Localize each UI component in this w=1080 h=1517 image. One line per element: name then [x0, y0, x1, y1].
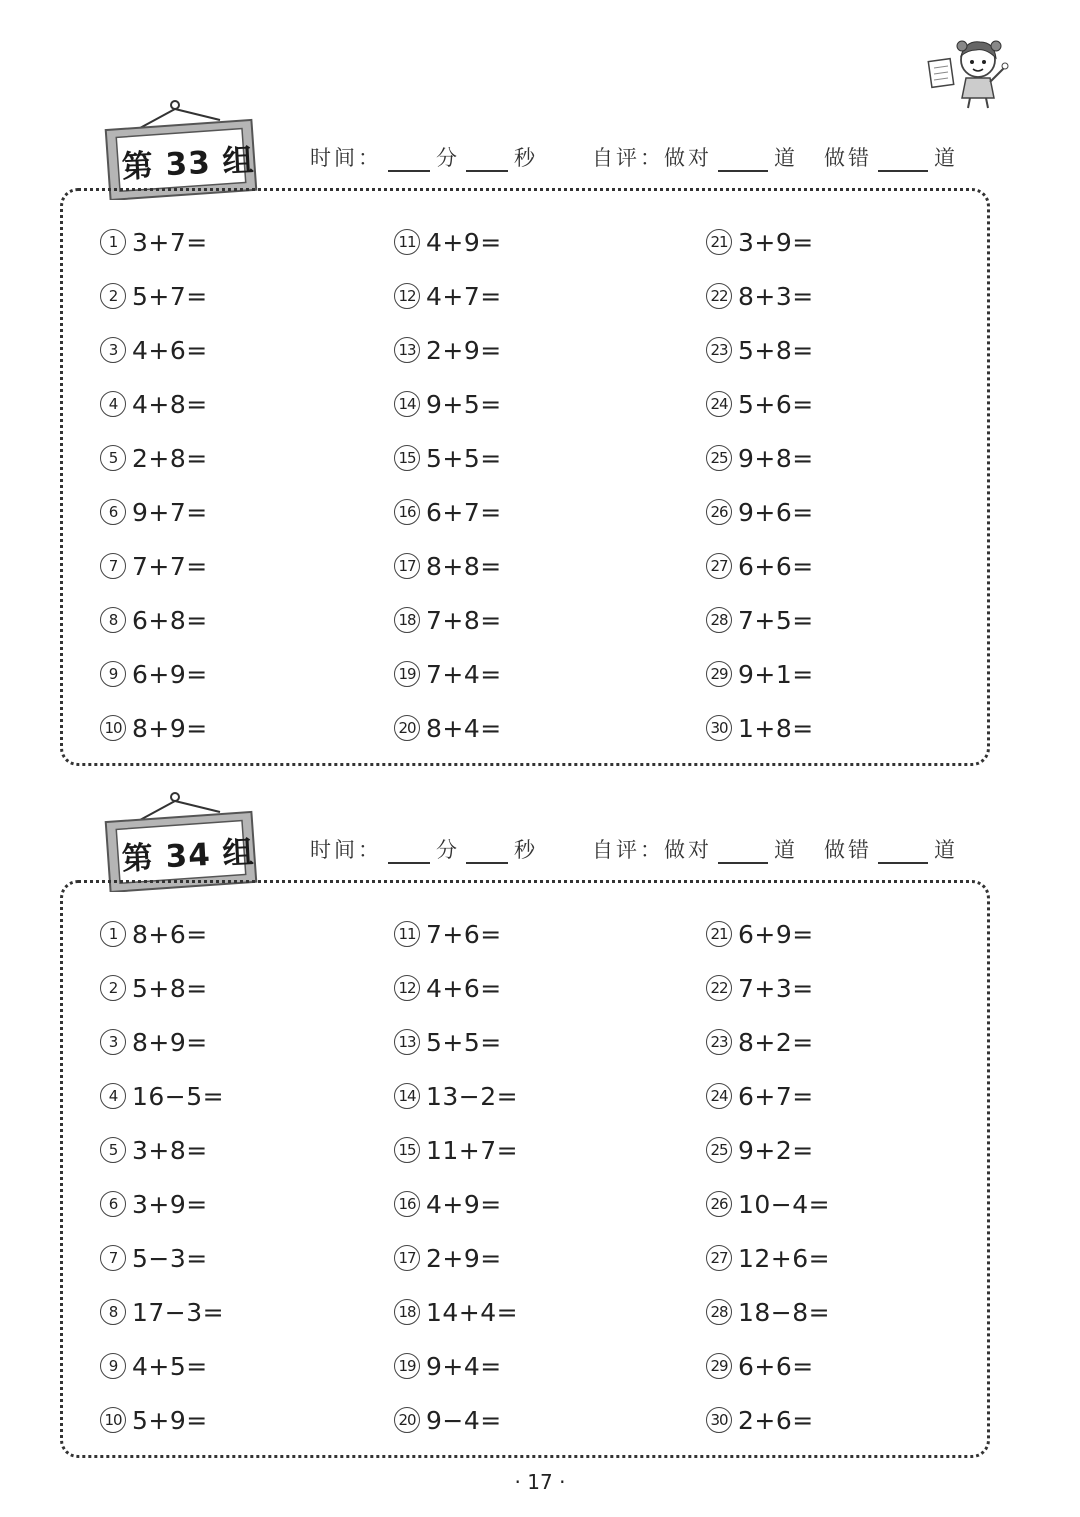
- problem-item[interactable]: [394, 440, 706, 476]
- problem-equation: 8+9=: [132, 713, 208, 743]
- problem-number: 7: [100, 1245, 126, 1271]
- problem-equation: 2+9=: [426, 1243, 502, 1273]
- problem-equation: 5+8=: [738, 335, 814, 365]
- problem-equation: 4+9=: [426, 1189, 502, 1219]
- wrong-unit-label: 道: [934, 146, 958, 170]
- problem-equation: 5+5=: [426, 443, 502, 473]
- problem-item[interactable]: [706, 440, 926, 476]
- problem-item[interactable]: [100, 386, 394, 422]
- problem-item[interactable]: [394, 1240, 706, 1276]
- seconds-blank[interactable]: [466, 148, 508, 172]
- problem-number: 17: [394, 1245, 420, 1271]
- problem-equation: 2+8=: [132, 443, 208, 473]
- problem-equation: 5+8=: [132, 973, 208, 1003]
- problem-number: 2: [100, 975, 126, 1001]
- problem-number: 27: [706, 553, 732, 579]
- problem-number: 21: [706, 921, 732, 947]
- problem-item[interactable]: [706, 1240, 926, 1276]
- problem-number: 3: [100, 337, 126, 363]
- problem-item[interactable]: [394, 278, 706, 314]
- problem-equation: 6+9=: [738, 919, 814, 949]
- problem-equation: 12+6=: [738, 1243, 831, 1273]
- problem-item[interactable]: [100, 1240, 394, 1276]
- problem-number: 10: [100, 715, 126, 741]
- problem-item[interactable]: [394, 710, 706, 746]
- problem-item[interactable]: [100, 602, 394, 638]
- problem-number: 16: [394, 499, 420, 525]
- problem-number: 17: [394, 553, 420, 579]
- problem-equation: 4+7=: [426, 281, 502, 311]
- problem-number: 16: [394, 1191, 420, 1217]
- problem-number: 12: [394, 975, 420, 1001]
- wrong-unit-label: 道: [934, 838, 958, 862]
- hanging-sign: [100, 100, 270, 200]
- problem-number: 22: [706, 975, 732, 1001]
- group-title: 第 33 组: [120, 142, 256, 186]
- problem-equation: 8+3=: [738, 281, 814, 311]
- problem-item[interactable]: [394, 332, 706, 368]
- problem-number: 4: [100, 1083, 126, 1109]
- problem-item[interactable]: [706, 1348, 926, 1384]
- wrong-label: 做错: [824, 146, 872, 170]
- problem-number: 10: [100, 1407, 126, 1433]
- problem-equation: 6+6=: [738, 1351, 814, 1381]
- problem-number: 25: [706, 1137, 732, 1163]
- problem-equation: 6+7=: [426, 497, 502, 527]
- problem-equation: 5+6=: [738, 389, 814, 419]
- correct-count-blank[interactable]: [718, 148, 768, 172]
- problem-number: 12: [394, 283, 420, 309]
- problem-number: 8: [100, 607, 126, 633]
- problem-equation: 4+6=: [132, 335, 208, 365]
- problem-equation: 1+8=: [738, 713, 814, 743]
- problem-equation: 7+5=: [738, 605, 814, 635]
- self-eval-label: 自评：做对: [592, 838, 712, 862]
- problem-equation: 14+4=: [426, 1297, 519, 1327]
- problem-grid: [100, 224, 926, 764]
- problem-number: 5: [100, 1137, 126, 1163]
- problem-number: 13: [394, 337, 420, 363]
- problem-item[interactable]: [394, 1186, 706, 1222]
- problem-equation: 9+2=: [738, 1135, 814, 1165]
- score-header: [310, 142, 1010, 172]
- problem-equation: 2+6=: [738, 1405, 814, 1435]
- correct-unit-label: 道: [774, 838, 798, 862]
- problem-equation: 5+5=: [426, 1027, 502, 1057]
- problem-equation: 8+2=: [738, 1027, 814, 1057]
- problem-equation: 5−3=: [132, 1243, 208, 1273]
- problem-number: 4: [100, 391, 126, 417]
- problem-number: 24: [706, 391, 732, 417]
- problem-equation: 8+9=: [132, 1027, 208, 1057]
- minutes-label: 分: [436, 838, 460, 862]
- problem-number: 19: [394, 1353, 420, 1379]
- problem-item[interactable]: [100, 1024, 394, 1060]
- problem-number: 26: [706, 499, 732, 525]
- problem-equation: 10−4=: [738, 1189, 831, 1219]
- seconds-blank[interactable]: [466, 840, 508, 864]
- problem-item[interactable]: [100, 1294, 394, 1330]
- problem-number: 14: [394, 391, 420, 417]
- problem-equation: 9+7=: [132, 497, 208, 527]
- minutes-label: 分: [436, 146, 460, 170]
- problem-number: 9: [100, 661, 126, 687]
- problem-number: 6: [100, 499, 126, 525]
- problem-item[interactable]: [706, 916, 926, 952]
- problem-number: 15: [394, 1137, 420, 1163]
- problem-equation: 9+1=: [738, 659, 814, 689]
- problem-item[interactable]: [100, 278, 394, 314]
- problem-equation: 3+7=: [132, 227, 208, 257]
- problem-equation: 7+6=: [426, 919, 502, 949]
- problem-equation: 13−2=: [426, 1081, 519, 1111]
- group-title: 第 34 组: [120, 834, 256, 878]
- problem-equation: 9+5=: [426, 389, 502, 419]
- wrong-count-blank[interactable]: [878, 148, 928, 172]
- problem-item[interactable]: [100, 656, 394, 692]
- problem-equation: 8+6=: [132, 919, 208, 949]
- problem-number: 28: [706, 1299, 732, 1325]
- problem-equation: 18−8=: [738, 1297, 831, 1327]
- problem-equation: 11+7=: [426, 1135, 519, 1165]
- problem-number: 11: [394, 229, 420, 255]
- problem-item[interactable]: [706, 386, 926, 422]
- seconds-label: 秒: [514, 146, 538, 170]
- problem-equation: 9+8=: [738, 443, 814, 473]
- problem-number: 18: [394, 1299, 420, 1325]
- cartoon-girl-icon: [924, 34, 1014, 110]
- problem-number: 3: [100, 1029, 126, 1055]
- problem-equation: 7+3=: [738, 973, 814, 1003]
- problem-equation: 9−4=: [426, 1405, 502, 1435]
- problem-number: 2: [100, 283, 126, 309]
- problem-item[interactable]: [394, 494, 706, 530]
- problem-equation: 9+4=: [426, 1351, 502, 1381]
- problem-item[interactable]: [100, 710, 394, 746]
- problem-equation: 6+7=: [738, 1081, 814, 1111]
- problem-item[interactable]: [706, 278, 926, 314]
- minutes-blank[interactable]: [388, 840, 430, 864]
- problem-number: 27: [706, 1245, 732, 1271]
- problem-number: 29: [706, 661, 732, 687]
- problem-item[interactable]: [100, 224, 394, 260]
- problem-item[interactable]: [394, 1078, 706, 1114]
- problem-equation: 4+6=: [426, 973, 502, 1003]
- seconds-label: 秒: [514, 838, 538, 862]
- problem-number: 5: [100, 445, 126, 471]
- wrong-count-blank[interactable]: [878, 840, 928, 864]
- problem-equation: 6+6=: [738, 551, 814, 581]
- minutes-blank[interactable]: [388, 148, 430, 172]
- problem-number: 13: [394, 1029, 420, 1055]
- problem-item[interactable]: [394, 224, 706, 260]
- problem-equation: 4+8=: [132, 389, 208, 419]
- problem-equation: 7+4=: [426, 659, 502, 689]
- problem-item[interactable]: [100, 970, 394, 1006]
- problem-number: 8: [100, 1299, 126, 1325]
- problem-equation: 6+8=: [132, 605, 208, 635]
- problem-item[interactable]: [394, 1348, 706, 1384]
- problem-equation: 4+5=: [132, 1351, 208, 1381]
- problem-item[interactable]: [706, 1024, 926, 1060]
- problem-item[interactable]: [100, 916, 394, 952]
- problem-item[interactable]: [706, 1402, 926, 1438]
- problem-equation: 7+7=: [132, 551, 208, 581]
- problem-number: 18: [394, 607, 420, 633]
- problem-item[interactable]: [100, 1186, 394, 1222]
- problem-equation: 6+9=: [132, 659, 208, 689]
- problem-number: 23: [706, 337, 732, 363]
- problem-item[interactable]: [100, 1402, 394, 1438]
- problem-equation: 17−3=: [132, 1297, 225, 1327]
- problem-item[interactable]: [100, 1348, 394, 1384]
- problem-item[interactable]: [394, 548, 706, 584]
- problem-item[interactable]: [100, 1078, 394, 1114]
- problem-item[interactable]: [394, 916, 706, 952]
- problem-item[interactable]: [394, 1294, 706, 1330]
- problem-equation: 5+9=: [132, 1405, 208, 1435]
- score-header: [310, 834, 1010, 864]
- problem-number: 26: [706, 1191, 732, 1217]
- problem-number: 28: [706, 607, 732, 633]
- problem-number: 14: [394, 1083, 420, 1109]
- problem-equation: 3+9=: [738, 227, 814, 257]
- problem-equation: 7+8=: [426, 605, 502, 635]
- problem-equation: 2+9=: [426, 335, 502, 365]
- problem-item[interactable]: [706, 224, 926, 260]
- problem-number: 15: [394, 445, 420, 471]
- page-number: · 17 ·: [514, 1470, 566, 1494]
- problem-item[interactable]: [394, 1132, 706, 1168]
- problem-item[interactable]: [706, 494, 926, 530]
- correct-unit-label: 道: [774, 146, 798, 170]
- problem-item[interactable]: [706, 1186, 926, 1222]
- problem-equation: 8+8=: [426, 551, 502, 581]
- problem-item[interactable]: [706, 1078, 926, 1114]
- problem-item[interactable]: [100, 1132, 394, 1168]
- problem-item[interactable]: [706, 548, 926, 584]
- problem-item[interactable]: [706, 656, 926, 692]
- problem-number: 23: [706, 1029, 732, 1055]
- problem-number: 29: [706, 1353, 732, 1379]
- problem-item[interactable]: [394, 1402, 706, 1438]
- problem-number: 11: [394, 921, 420, 947]
- problem-item[interactable]: [100, 332, 394, 368]
- problem-item[interactable]: [394, 656, 706, 692]
- problem-number: 25: [706, 445, 732, 471]
- problem-equation: 5+7=: [132, 281, 208, 311]
- problem-number: 1: [100, 921, 126, 947]
- problem-item[interactable]: [100, 494, 394, 530]
- problem-item[interactable]: [706, 970, 926, 1006]
- problem-number: 22: [706, 283, 732, 309]
- problem-number: 20: [394, 1407, 420, 1433]
- time-label: 时间：: [310, 146, 382, 170]
- problem-item[interactable]: [394, 970, 706, 1006]
- problem-item[interactable]: [394, 1024, 706, 1060]
- problem-item[interactable]: [706, 332, 926, 368]
- problem-number: 19: [394, 661, 420, 687]
- time-label: 时间：: [310, 838, 382, 862]
- self-eval-label: 自评：做对: [592, 146, 712, 170]
- problem-grid: [100, 916, 926, 1456]
- problem-number: 21: [706, 229, 732, 255]
- problem-equation: 3+8=: [132, 1135, 208, 1165]
- problem-equation: 16−5=: [132, 1081, 225, 1111]
- problem-number: 6: [100, 1191, 126, 1217]
- correct-count-blank[interactable]: [718, 840, 768, 864]
- hanging-sign: [100, 792, 270, 892]
- problem-equation: 9+6=: [738, 497, 814, 527]
- problem-item[interactable]: [394, 386, 706, 422]
- problem-number: 20: [394, 715, 420, 741]
- problem-item[interactable]: [394, 602, 706, 638]
- problem-equation: 8+4=: [426, 713, 502, 743]
- problem-item[interactable]: [706, 1132, 926, 1168]
- problem-number: 24: [706, 1083, 732, 1109]
- wrong-label: 做错: [824, 838, 872, 862]
- problem-equation: 4+9=: [426, 227, 502, 257]
- problem-number: 7: [100, 553, 126, 579]
- problem-number: 30: [706, 715, 732, 741]
- problem-item[interactable]: [100, 440, 394, 476]
- problem-item[interactable]: [706, 602, 926, 638]
- problem-number: 1: [100, 229, 126, 255]
- problem-item[interactable]: [100, 548, 394, 584]
- problem-item[interactable]: [706, 1294, 926, 1330]
- problem-equation: 3+9=: [132, 1189, 208, 1219]
- problem-item[interactable]: [706, 710, 926, 746]
- problem-number: 9: [100, 1353, 126, 1379]
- problem-number: 30: [706, 1407, 732, 1433]
